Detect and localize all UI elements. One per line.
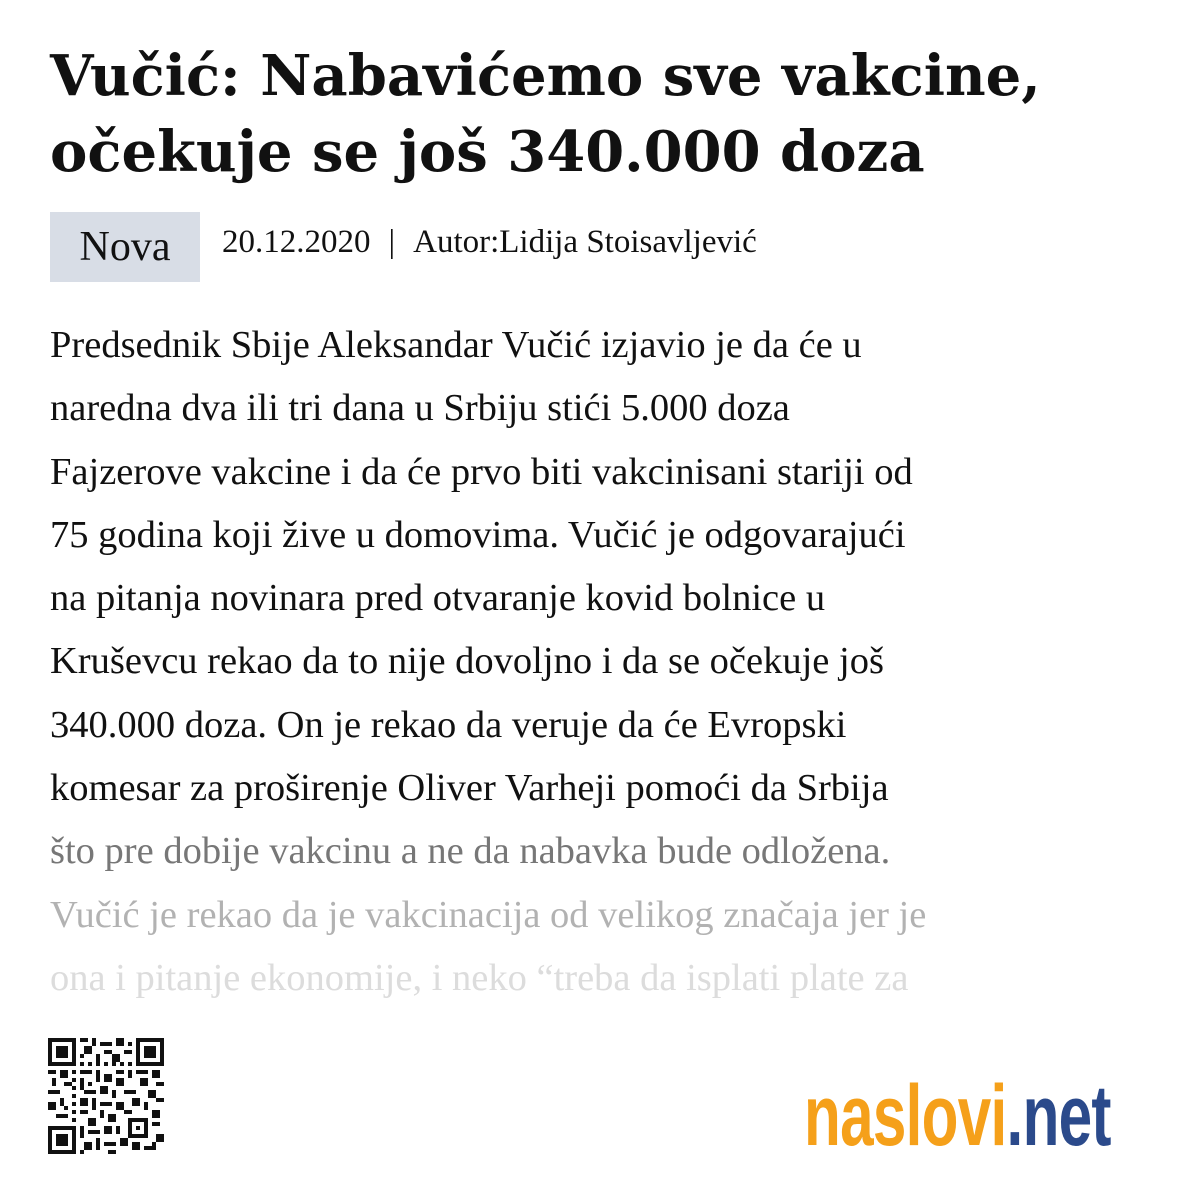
byline [222, 224, 757, 261]
article-body [50, 314, 1165, 1004]
article-meta [50, 212, 757, 282]
article-date: 20.12.2020 [222, 224, 371, 260]
article-body-line: što pre dobije vakcinu a ne da nabavka bude odložena. [50, 830, 891, 873]
naslovi-logo[interactable] [804, 1066, 1111, 1166]
article-body-line: Kruševcu rekao da to nije dovoljno i da se očekuje još [50, 640, 884, 683]
article-body-line: Vučić je rekao da je vakcinacija od velikog značaja jer je [50, 893, 927, 936]
source-badge: Nova [50, 212, 200, 282]
article-body-line: Predsednik Sbije Aleksandar Vučić izjavio je da će u [50, 324, 862, 366]
article-body-line: 75 godina koji žive u domovima. Vučić je odgovarajući [50, 513, 906, 556]
logo-text-part2: .net [1006, 1068, 1111, 1164]
article-body-line: naredna dva ili tri dana u Srbiju stići 5.000 doza [50, 387, 790, 430]
article-body-line: Fajzerove vakcine i da će prvo biti vakcinisani stariji od [50, 450, 913, 493]
article-title: Vučić: Nabavićemo sve vakcine, očekuje se još 340.000 doza [50, 43, 1041, 185]
article-body-line: 340.000 doza. On je rekao da veruje da će Evropski [50, 703, 847, 746]
meta-separator: | [388, 224, 396, 260]
logo-text-part1: naslovi [804, 1068, 1007, 1164]
article-body-line: ona i pitanje ekonomije, i neko “treba da isplati plate za [50, 956, 909, 999]
article-author: Autor:Lidija Stoisavljević [413, 224, 757, 260]
qr-code-icon [48, 1038, 164, 1154]
article-body-line: komesar za proširenje Oliver Varheji pomoći da Srbija [50, 767, 889, 810]
article-body-line: na pitanja novinara pred otvaranje kovid bolnice u [50, 577, 826, 620]
